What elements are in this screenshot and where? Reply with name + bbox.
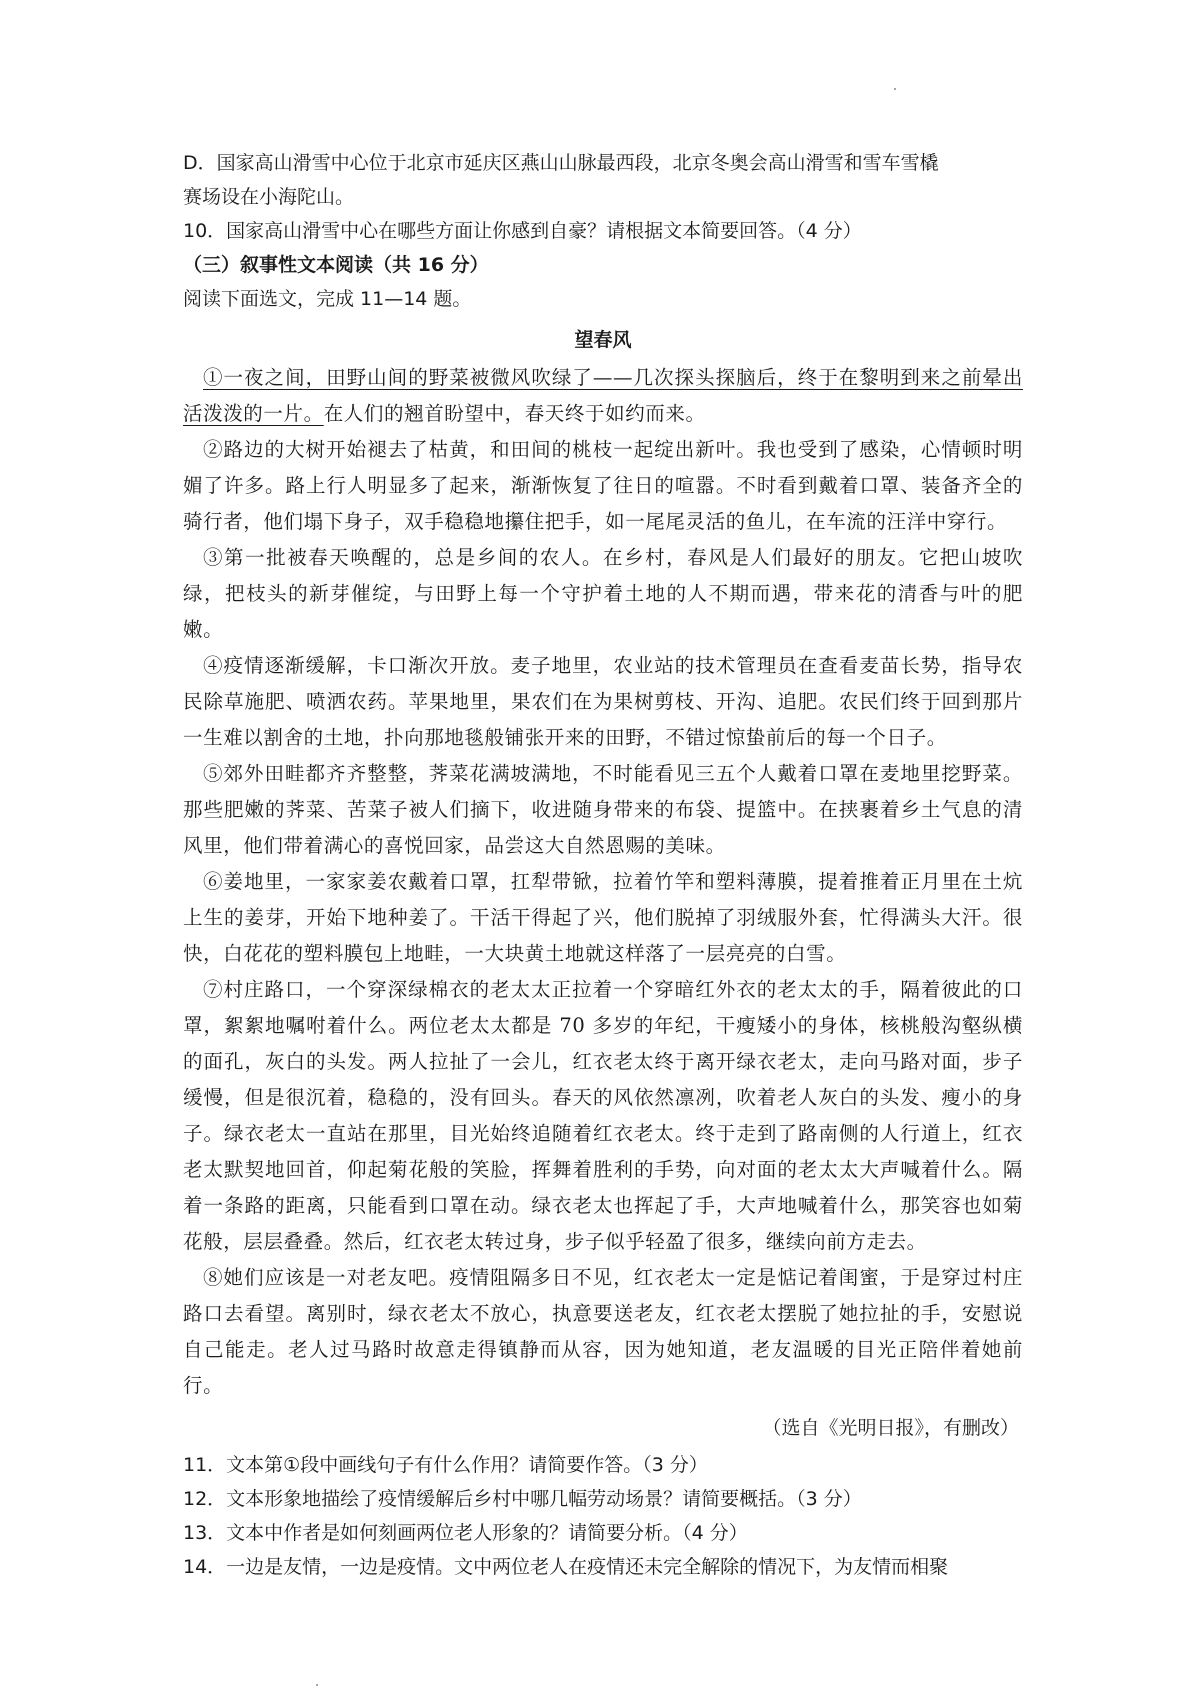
paragraph-6: ⑥姜地里，一家家姜农戴着口罩，扛犁带锨，拉着竹竿和塑料薄膜，提着推着正月里在土炕上生的姜芽，开始下地种姜了。干活干得起了兴，他们脱掉了羽绒服外套，忙得满头大汗。很快，白花花的塑料膜包上地畦，一大块黄土地就这样落了一层亮亮的白雪。 (183, 870, 1023, 965)
question-14: 14．一边是友情，一边是疫情。文中两位老人在疫情还未完全解除的情况下，为友情而相聚 (183, 1556, 949, 1578)
option-d-line2: 赛场设在小海陀山。 (183, 186, 355, 208)
article-title: 望春风 (574, 329, 632, 351)
page-content (183, 140, 1023, 1584)
paragraph-1-rest: 在人们的翘首盼望中，春天终于如约而来。 (323, 402, 706, 425)
question-10: 10．国家高山滑雪中心在哪些方面让你感到自豪？请根据文本简要回答。（4 分） (183, 220, 862, 242)
question-12: 12．文本形象地描绘了疫情缓解后乡村中哪几幅劳动场景？请简要概括。（3 分） (183, 1488, 862, 1510)
underlined-sentence: ①一夜之间，田野山间的野菜被微风吹绿了——几次探头探脑后，终于在黎明到来之前晕出活泼泼的一片。 (183, 366, 1023, 425)
paragraph-5: ⑤郊外田畦都齐齐整整，荠菜花满坡满地，不时能看见三五个人戴着口罩在麦地里挖野菜。那些肥嫩的荠菜、苦菜子被人们摘下，收进随身带来的布袋、提篮中。在挟裹着乡土气息的清风里，他们带着满心的喜悦回家，品尝这大自然恩赐的美味。 (183, 762, 1023, 857)
question-13: 13．文本中作者是如何刻画两位老人形象的？请简要分析。（4 分） (183, 1522, 748, 1544)
option-d-line1: D．国家高山滑雪中心位于北京市延庆区燕山山脉最西段，北京冬奥会高山滑雪和雪车雪橇 (183, 152, 939, 174)
paragraph-1 (183, 360, 1023, 432)
question-11: 11．文本第①段中画线句子有什么作用？请简要作答。（3 分） (183, 1454, 708, 1476)
section-instruction: 阅读下面选文，完成 11—14 题。 (183, 288, 472, 310)
section-title: （三）叙事性文本阅读（共 16 分） (183, 254, 489, 276)
paragraph-4: ④疫情逐渐缓解，卡口渐次开放。麦子地里，农业站的技术管理员在查看麦苗长势，指导农民除草施肥、喷洒农药。苹果地里，果农们在为果树剪枝、开沟、追肥。农民们终于回到那片一生难以割舍的土地，扑向那地毯般铺张开来的田野，不错过惊蛰前后的每一个日子。 (183, 654, 1023, 749)
scan-speck (316, 1684, 318, 1686)
paragraph-2: ②路边的大树开始褪去了枯黄，和田间的桃枝一起绽出新叶。我也受到了感染，心情顿时明媚了许多。路上行人明显多了起来，渐渐恢复了往日的喧嚣。不时看到戴着口罩、装备齐全的骑行者，他们塌下身子，双手稳稳地攥住把手，如一尾尾灵活的鱼儿，在车流的汪洋中穿行。 (183, 438, 1023, 533)
paragraph-7: ⑦村庄路口，一个穿深绿棉衣的老太太正拉着一个穿暗红外衣的老太太的手，隔着彼此的口罩，絮絮地嘱咐着什么。两位老太太都是 70 多岁的年纪，干瘦矮小的身体，核桃般沟壑纵横的面孔，灰白的头发。两人拉扯了一会儿，红衣老太终于离开绿衣老太，走向马路对面，步子缓慢，但是很沉着，稳稳的，没有回头。春天的风依然凛冽，吹着老人灰白的头发、瘦小的身子。绿衣老太一直站在那里，目光始终追随着红衣老太。终于走到了路南侧的人行道上，红衣老太默契地回首，仰起菊花般的笑脸，挥舞着胜利的手势，向对面的老太太大声喊着什么。隔着一条路的距离，只能看到口罩在动。绿衣老太也挥起了手，大声地喊着什么，那笑容也如菊花般，层层叠叠。然后，红衣老太转过身，步子似乎轻盈了很多，继续向前方走去。 (183, 978, 1023, 1253)
article-source: （选自《光明日报》，有删改） (762, 1417, 1019, 1439)
paragraph-8: ⑧她们应该是一对老友吧。疫情阻隔多日不见，红衣老太一定是惦记着闺蜜，于是穿过村庄路口去看望。离别时，绿衣老太不放心，执意要送老友，红衣老太摆脱了她拉扯的手，安慰说自己能走。老人过马路时故意走得镇静而从容，因为她知道，老友温暖的目光正陪伴着她前行。 (183, 1266, 1023, 1397)
paragraph-3: ③第一批被春天唤醒的，总是乡间的农人。在乡村，春风是人们最好的朋友。它把山坡吹绿，把枝头的新芽催绽，与田野上每一个守护着土地的人不期而遇，带来花的清香与叶的肥嫩。 (183, 546, 1023, 641)
scan-speck (894, 88, 896, 90)
